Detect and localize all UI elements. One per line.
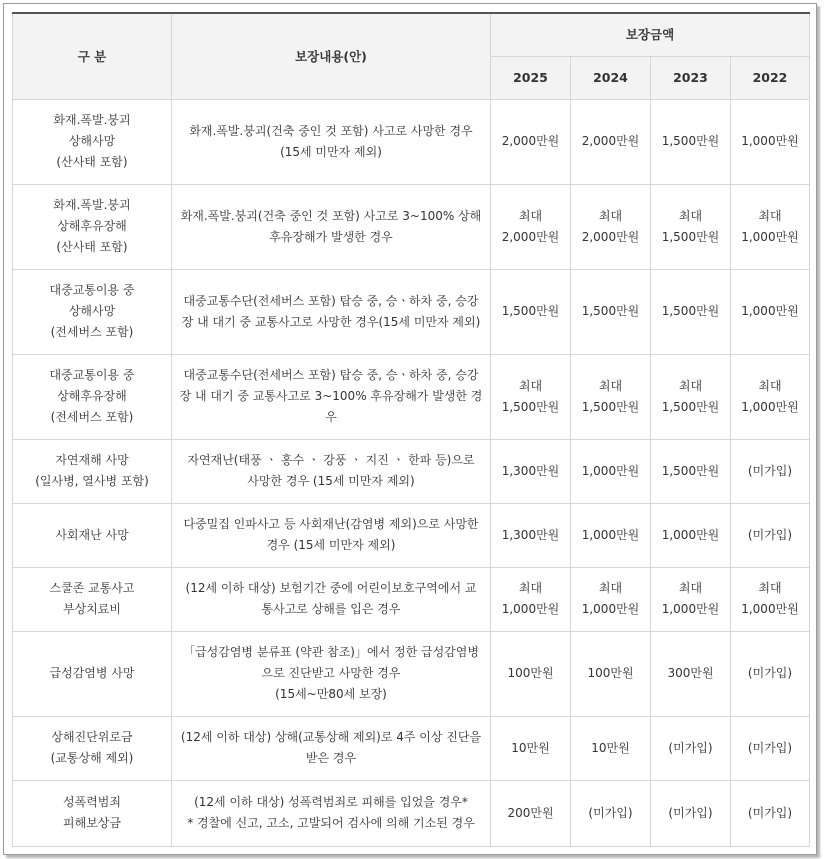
content-cell-line: 대중교통수단(전세버스 포함) 탑승 중, 승ㆍ하차 중, 승강 bbox=[183, 293, 479, 308]
content-cell-line: 장 내 대기 중 교통사고로 사망한 경우(15세 미만자 제외) bbox=[181, 314, 481, 329]
amount-cell-line: 1,500만원 bbox=[661, 134, 720, 148]
content-cell-line: 으로 진단받고 사망한 경우 bbox=[261, 666, 401, 680]
content-cell bbox=[172, 780, 491, 846]
amount-cell bbox=[731, 631, 810, 716]
amount-cell bbox=[651, 99, 731, 184]
content-cell bbox=[172, 631, 491, 716]
amount-cell bbox=[731, 184, 810, 269]
content-cell bbox=[172, 567, 491, 631]
content-cell-line: 받은 경우 bbox=[305, 751, 357, 765]
amount-cell bbox=[571, 567, 651, 631]
category-cell bbox=[13, 780, 172, 846]
header-year-2023: 2023 bbox=[651, 56, 731, 99]
coverage-table bbox=[12, 12, 810, 847]
amount-cell-line: 1,000만원 bbox=[741, 399, 799, 414]
amount-cell bbox=[491, 567, 571, 631]
category-cell-line: (전세버스 포함) bbox=[50, 410, 134, 424]
content-cell-line: 통사고로 상해를 입은 경우 bbox=[261, 602, 401, 616]
category-cell-line: 화재.폭발.붕괴 bbox=[53, 113, 131, 127]
category-cell-line: 상해후유장해 bbox=[57, 219, 127, 233]
amount-cell bbox=[651, 567, 731, 631]
amount-cell bbox=[571, 780, 651, 846]
category-cell-line: 급성감염병 사망 bbox=[49, 666, 135, 680]
category-cell bbox=[13, 631, 172, 716]
amount-cell bbox=[571, 439, 651, 503]
table-frame bbox=[3, 3, 817, 855]
amount-cell-line: 100만원 bbox=[507, 666, 554, 680]
table-row bbox=[13, 631, 810, 716]
content-cell-line: 장 내 대기 중 교통사고로 3~100% 후유장해가 발생한 경 bbox=[179, 389, 483, 403]
content-cell-line: (12세 이하 대상) 성폭력범죄로 피해를 입었을 경우* bbox=[194, 795, 468, 809]
content-cell-line: 화재.폭발.붕괴(건축 중인 것 포함) 사고로 사망한 경우 bbox=[189, 123, 473, 138]
content-cell bbox=[172, 99, 491, 184]
table-row bbox=[13, 503, 810, 567]
amount-cell-line: 1,300만원 bbox=[501, 463, 560, 478]
amount-cell-line: 1,000만원 bbox=[581, 463, 640, 478]
content-cell-line: 자연재난(태풍 ㆍ 홍수 ㆍ 강풍 ㆍ 지진 ㆍ 한파 등)으로 bbox=[187, 453, 475, 467]
amount-cell bbox=[731, 439, 810, 503]
amount-cell-line: 1,000만원 bbox=[661, 602, 720, 616]
amount-cell bbox=[731, 716, 810, 780]
category-cell-line: 화재.폭발.붕괴 bbox=[53, 198, 131, 212]
content-cell-line: 「급성감염병 분류표 (약관 참조)」에서 정한 급성감염병 bbox=[183, 645, 479, 659]
amount-cell bbox=[491, 184, 571, 269]
amount-cell bbox=[491, 716, 571, 780]
amount-cell-line: 1,500만원 bbox=[661, 463, 720, 478]
amount-cell bbox=[651, 631, 731, 716]
amount-cell bbox=[651, 716, 731, 780]
amount-cell bbox=[731, 269, 810, 354]
amount-cell-line: (미가입) bbox=[747, 666, 793, 680]
amount-cell-line: 최대 bbox=[678, 581, 703, 595]
table-row bbox=[13, 439, 810, 503]
amount-cell-line: (미가입) bbox=[588, 805, 633, 820]
amount-cell bbox=[731, 503, 810, 567]
amount-cell-line: 1,000만원 bbox=[741, 304, 799, 318]
category-cell bbox=[13, 439, 172, 503]
category-cell-line: 대중교통이용 중 bbox=[49, 283, 135, 297]
category-cell-line: (산사태 포함) bbox=[56, 240, 128, 254]
content-cell-line: 후유장해가 발생한 경우 bbox=[269, 229, 393, 244]
amount-cell bbox=[731, 99, 810, 184]
amount-cell-line: 최대 bbox=[758, 581, 782, 595]
header-amount: 보장금액 bbox=[491, 13, 810, 56]
content-cell bbox=[172, 503, 491, 567]
content-cell-line: (15세~만80세 보장) bbox=[275, 687, 387, 701]
amount-cell bbox=[731, 567, 810, 631]
category-cell bbox=[13, 567, 172, 631]
content-cell-line: 경우 (15세 미만자 제외) bbox=[266, 538, 396, 552]
category-cell-line: 상해사망 bbox=[68, 304, 116, 318]
header-year-2022: 2022 bbox=[731, 56, 810, 99]
amount-cell-line: 최대 bbox=[598, 581, 623, 595]
amount-cell-line: 1,000만원 bbox=[741, 134, 799, 148]
content-cell bbox=[172, 439, 491, 503]
amount-cell-line: 1,500만원 bbox=[581, 399, 640, 414]
amount-cell bbox=[651, 269, 731, 354]
amount-cell-line: 최대 bbox=[518, 208, 543, 223]
header-year-2024: 2024 bbox=[571, 56, 651, 99]
amount-cell-line: (미가입) bbox=[668, 805, 713, 820]
table-row bbox=[13, 354, 810, 439]
amount-cell bbox=[491, 99, 571, 184]
amount-cell-line: 100만원 bbox=[587, 666, 634, 680]
amount-cell bbox=[571, 716, 651, 780]
amount-cell-line: 2,000만원 bbox=[501, 134, 560, 148]
amount-cell-line: 1,000만원 bbox=[501, 602, 560, 616]
amount-cell-line: 1,500만원 bbox=[661, 304, 720, 318]
content-cell-line: 사망한 경우 (15세 미만자 제외) bbox=[247, 474, 415, 488]
table-row bbox=[13, 780, 810, 846]
category-cell bbox=[13, 269, 172, 354]
category-cell-line: 상해사망 bbox=[68, 134, 116, 148]
amount-cell bbox=[571, 99, 651, 184]
amount-cell bbox=[571, 354, 651, 439]
amount-cell-line: (미가입) bbox=[668, 740, 713, 755]
amount-cell-line: 최대 bbox=[518, 378, 543, 393]
amount-cell-line: 최대 bbox=[518, 581, 543, 595]
amount-cell-line: 1,000만원 bbox=[661, 527, 720, 542]
amount-cell-line: 2,000만원 bbox=[581, 229, 640, 244]
amount-cell bbox=[571, 184, 651, 269]
amount-cell bbox=[651, 184, 731, 269]
amount-cell-line: (미가입) bbox=[747, 740, 793, 755]
amount-cell bbox=[731, 780, 810, 846]
header-year-2025: 2025 bbox=[491, 56, 571, 99]
amount-cell bbox=[651, 780, 731, 846]
amount-cell-line: 1,500만원 bbox=[661, 399, 720, 414]
amount-cell-line: 최대 bbox=[598, 208, 623, 223]
amount-cell bbox=[491, 780, 571, 846]
amount-cell-line: 10만원 bbox=[591, 740, 630, 755]
amount-cell-line: 1,000만원 bbox=[741, 602, 799, 616]
category-cell-line: (교통상해 제외) bbox=[50, 751, 134, 765]
header-content: 보장내용(안) bbox=[172, 13, 491, 99]
amount-cell bbox=[491, 439, 571, 503]
amount-cell bbox=[571, 631, 651, 716]
header-category: 구 분 bbox=[13, 13, 172, 99]
amount-cell bbox=[491, 354, 571, 439]
amount-cell-line: 1,500만원 bbox=[501, 399, 560, 414]
category-cell bbox=[13, 184, 172, 269]
content-cell-line: 우 bbox=[325, 410, 337, 424]
category-cell-line: 피해보상금 bbox=[63, 816, 121, 830]
category-cell-line: 상해후유장해 bbox=[57, 389, 127, 403]
amount-cell-line: 최대 bbox=[598, 378, 623, 393]
content-cell bbox=[172, 184, 491, 269]
amount-cell bbox=[491, 631, 571, 716]
content-cell bbox=[172, 269, 491, 354]
amount-cell bbox=[651, 439, 731, 503]
content-cell-line: 화재.폭발.붕괴(건축 중인 것 포함) 사고로 3~100% 상해 bbox=[180, 208, 482, 223]
amount-cell-line: 2,000만원 bbox=[501, 229, 560, 244]
table-row bbox=[13, 184, 810, 269]
amount-cell-line: 2,000만원 bbox=[581, 134, 640, 148]
category-cell-line: 사회재난 사망 bbox=[55, 527, 129, 542]
amount-cell-line: 1,000만원 bbox=[741, 229, 799, 244]
category-cell-line: 상해진단위로금 bbox=[51, 730, 133, 744]
category-cell-line: (산사태 포함) bbox=[56, 155, 128, 169]
category-cell bbox=[13, 503, 172, 567]
category-cell-line: 자연재해 사망 bbox=[55, 453, 129, 467]
category-cell-line: 부상치료비 bbox=[63, 602, 121, 616]
table-row bbox=[13, 716, 810, 780]
amount-cell-line: 1,300만원 bbox=[501, 527, 560, 542]
amount-cell bbox=[571, 503, 651, 567]
category-cell bbox=[13, 354, 172, 439]
amount-cell-line: (미가입) bbox=[747, 805, 793, 820]
table-row bbox=[13, 99, 810, 184]
content-cell-line: (15세 미만자 제외) bbox=[280, 144, 382, 159]
amount-cell-line: (미가입) bbox=[747, 463, 793, 478]
amount-cell-line: 최대 bbox=[758, 378, 782, 393]
amount-cell bbox=[571, 269, 651, 354]
amount-cell-line: (미가입) bbox=[747, 527, 793, 542]
table-row bbox=[13, 269, 810, 354]
category-cell-line: 성폭력범죄 bbox=[63, 795, 121, 809]
table-row bbox=[13, 567, 810, 631]
amount-cell-line: 1,500만원 bbox=[661, 229, 720, 244]
amount-cell-line: 1,500만원 bbox=[501, 304, 560, 318]
category-cell bbox=[13, 99, 172, 184]
category-cell-line: 대중교통이용 중 bbox=[49, 368, 135, 382]
amount-cell bbox=[651, 354, 731, 439]
amount-cell-line: 최대 bbox=[758, 208, 782, 223]
amount-cell bbox=[491, 269, 571, 354]
amount-cell bbox=[491, 503, 571, 567]
amount-cell bbox=[651, 503, 731, 567]
content-cell bbox=[172, 354, 491, 439]
category-cell-line: (전세버스 포함) bbox=[50, 325, 134, 339]
amount-cell-line: 1,500만원 bbox=[581, 304, 640, 318]
amount-cell-line: 300만원 bbox=[667, 666, 714, 680]
amount-cell-line: 10만원 bbox=[511, 740, 550, 755]
content-cell-line: (12세 이하 대상) 보험기간 중에 어린이보호구역에서 교 bbox=[185, 581, 477, 595]
category-cell-line: (일사병, 열사병 포함) bbox=[35, 474, 149, 488]
amount-cell-line: 1,000만원 bbox=[581, 602, 640, 616]
content-cell-line: 다중밀집 인파사고 등 사회재난(감염병 제외)으로 사망한 bbox=[183, 517, 479, 531]
content-cell-line: (12세 이하 대상) 상해(교통상해 제외)로 4주 이상 진단을 bbox=[180, 730, 482, 744]
amount-cell-line: 1,000만원 bbox=[581, 527, 640, 542]
category-cell-line: 스쿨존 교통사고 bbox=[49, 581, 135, 595]
amount-cell bbox=[731, 354, 810, 439]
category-cell bbox=[13, 716, 172, 780]
amount-cell-line: 최대 bbox=[678, 208, 703, 223]
content-cell-line: 대중교통수단(전세버스 포함) 탑승 중, 승ㆍ하차 중, 승강 bbox=[183, 368, 479, 382]
content-cell-line: * 경찰에 신고, 고소, 고발되어 검사에 의해 기소된 경우 bbox=[187, 816, 475, 830]
amount-cell-line: 200만원 bbox=[507, 805, 554, 820]
amount-cell-line: 최대 bbox=[678, 378, 703, 393]
content-cell bbox=[172, 716, 491, 780]
